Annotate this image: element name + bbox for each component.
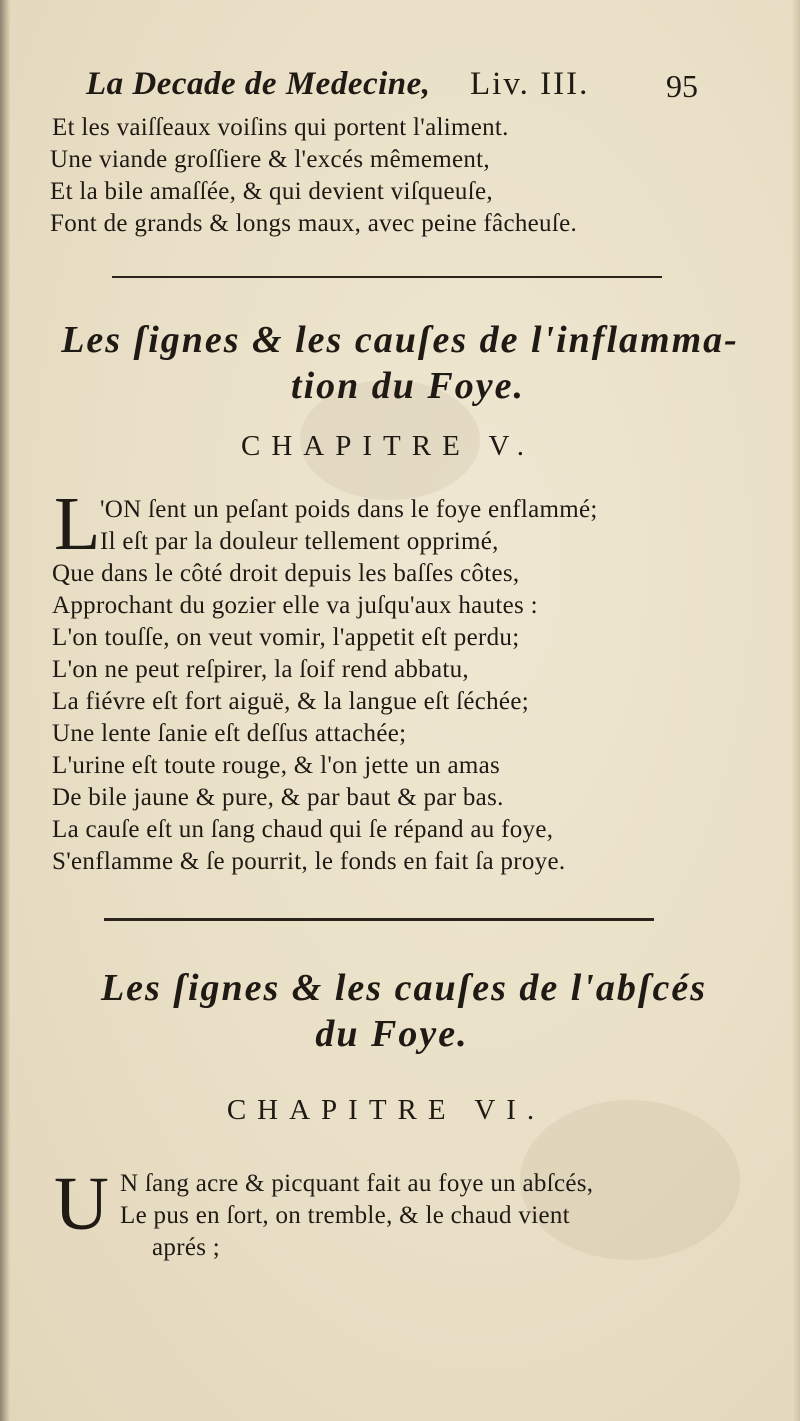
verse-line: L'on ne peut reſpirer, la ſoif rend abbatu, xyxy=(52,656,469,683)
section-divider xyxy=(112,276,662,278)
verse-line: La cauſe eſt un ſang chaud qui ſe répand au foye, xyxy=(52,816,554,843)
section-title: tion du Foye. xyxy=(291,365,525,407)
verse-line: Font de grands & longs maux, avec peine fâcheuſe. xyxy=(50,210,578,237)
drop-cap: L xyxy=(54,482,101,566)
running-header xyxy=(86,66,726,106)
section-title: Les ſignes & les cauſes de l'abſcés xyxy=(100,967,708,1009)
chapter-heading: CHAPITRE VI. xyxy=(226,1094,546,1126)
verse-line: La fiévre eſt fort aiguë, & la langue eſt ſéchée; xyxy=(52,688,529,715)
verse-line: Que dans le côté droit depuis les baſſes côtes, xyxy=(52,560,520,587)
section-divider xyxy=(104,918,654,921)
section-title: Les ſignes & les cauſes de l'inflamma- xyxy=(61,319,739,361)
verse-line: S'enflamme & ſe pourrit, le fonds en fait ſa proye. xyxy=(52,848,566,875)
verse-line: Et les vaiſſeaux voiſins qui portent l'aliment. xyxy=(52,114,509,141)
verse-line: Une viande groſſiere & l'excés mêmement, xyxy=(50,146,490,173)
chapter-heading: CHAPITRE V. xyxy=(241,430,535,462)
page-right-edge xyxy=(792,0,800,1421)
section-title: du Foye. xyxy=(315,1013,469,1055)
verse-line: L'on touſſe, on veut vomir, l'appetit eſt perdu; xyxy=(52,624,520,651)
verse-line: Une lente ſanie eſt deſſus attachée; xyxy=(52,720,407,747)
verse-line: Approchant du gozier elle va juſqu'aux hautes : xyxy=(52,592,538,619)
running-title: La Decade de Medecine, xyxy=(86,66,431,102)
verse-line: 'ON ſent un peſant poids dans le foye enflammé; xyxy=(100,496,598,523)
verse-line: Le pus en ſort, on tremble, & le chaud vient xyxy=(120,1202,570,1229)
verse-line: Il eſt par la douleur tellement opprimé, xyxy=(100,528,499,555)
page-number: 95 xyxy=(666,68,698,104)
verse-line: De bile jaune & pure, & par baut & par bas. xyxy=(52,784,504,811)
verse-line: L'urine eſt toute rouge, & l'on jette un amas xyxy=(52,752,501,779)
drop-cap: U xyxy=(54,1162,109,1246)
verse-line: aprés ; xyxy=(152,1234,221,1261)
verse-line: Et la bile amaſſée, & qui devient viſqueuſe, xyxy=(50,178,493,205)
page-binding-edge xyxy=(0,0,10,1421)
book-reference: Liv. III. xyxy=(470,66,590,102)
verse-line: N ſang acre & picquant fait au foye un abſcés, xyxy=(120,1170,594,1197)
